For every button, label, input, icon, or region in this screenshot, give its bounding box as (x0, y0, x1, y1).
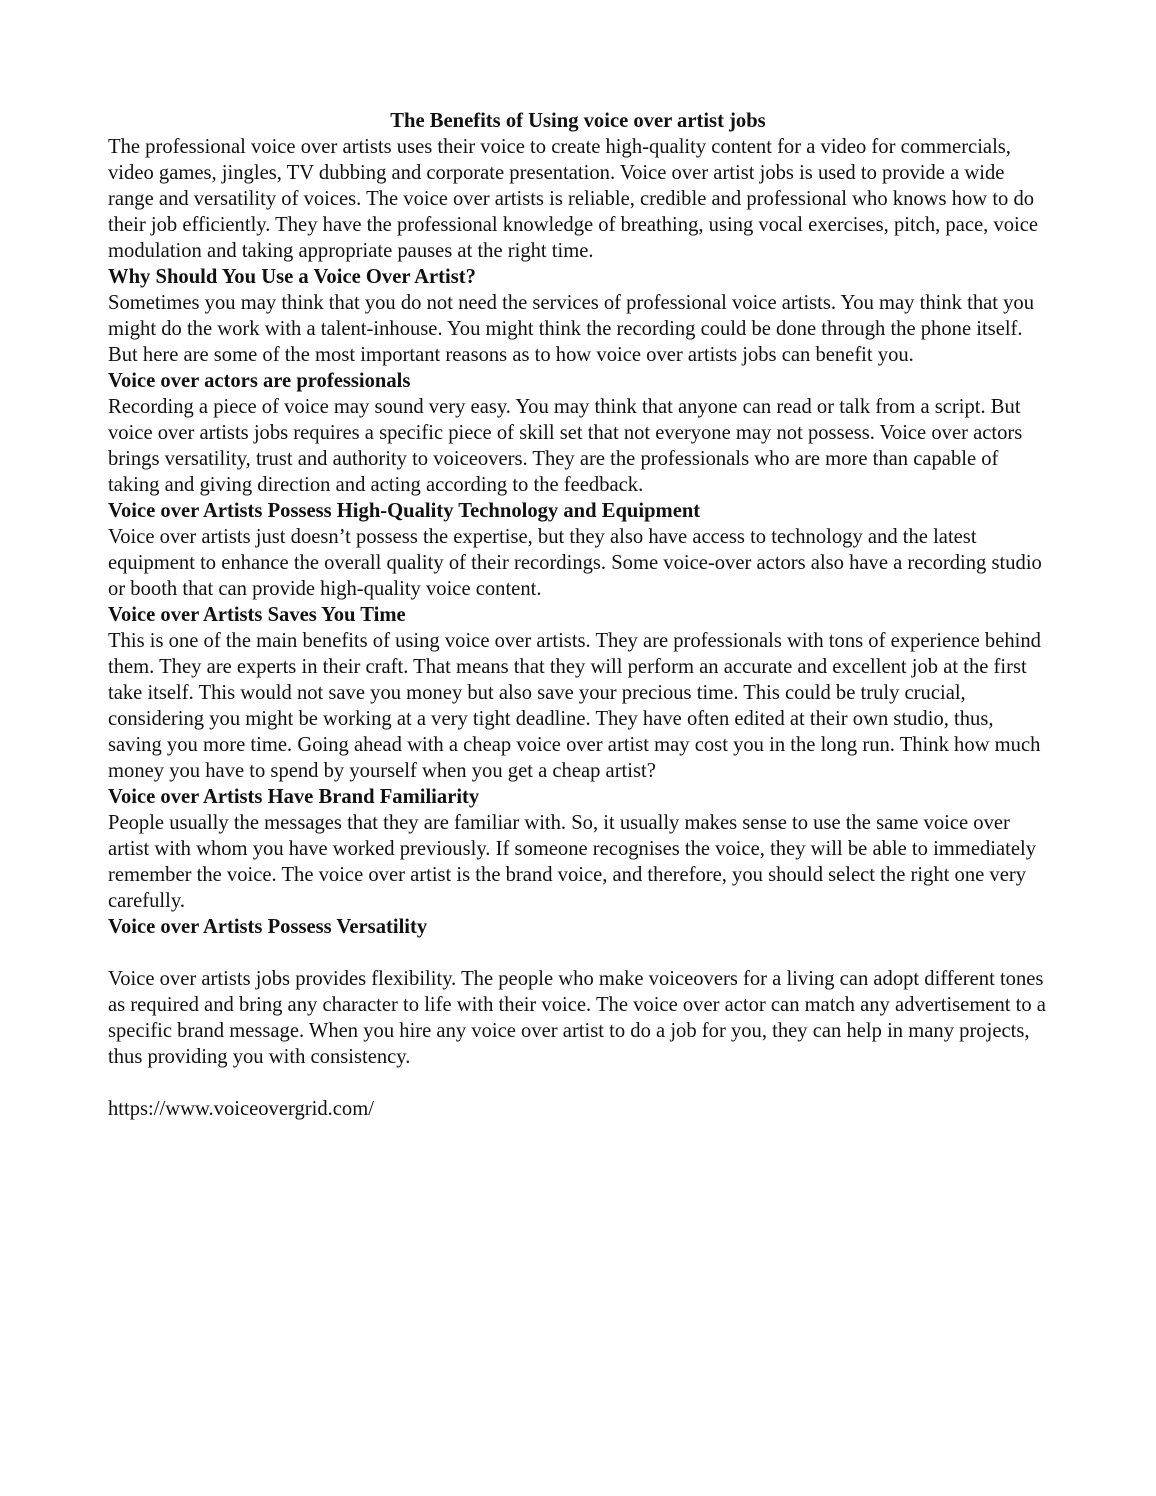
section-body-why-use: Sometimes you may think that you do not need the services of professional voice artists. You may think that you might do the work with a talent-inhouse. You might think the recording could be done through the phone itself. But here are some of the most important reasons as to how voice over artists jobs can benefit you. (108, 292, 1035, 366)
section-body-saves-time: This is one of the main benefits of using voice over artists. They are professionals with tons of experience behind them. They are experts in their craft. That means that they will perform an accurate and excellent job at the first take itself. This would not save you money but also save your precious time. This could be truly crucial, considering you might be working at a very tight deadline. They have often edited at their own studio, thus, saving you more time. Going ahead with a cheap voice over artist may cost you in the long run. Think how much money you have to spend by yourself when you get a cheap artist? (108, 630, 1041, 782)
source-url-text: https://www.voiceovergrid.com/ (108, 1098, 374, 1120)
section-body-professionals: Recording a piece of voice may sound very easy. You may think that anyone can read or talk from a script. But voice over artists jobs requires a specific piece of skill set that not everyone may not possess. Voice over actors brings versatility, trust and authority to voiceovers. They are the professionals who are more than capable of taking and giving direction and acting according to the feedback. (108, 396, 1023, 496)
section-body-versatility: Voice over artists jobs provides flexibility. The people who make voiceovers for a living can adopt different tones as required and bring any character to life with their voice. The voice over actor can match any advertisement to a specific brand message. When you hire any voice over artist to do a job for you, they can help in many projects, thus providing you with consistency. (108, 968, 1046, 1068)
document-page (108, 108, 1048, 1122)
paragraph-spacer (108, 1070, 1048, 1096)
section-body-technology: Voice over artists just doesn’t possess the expertise, but they also have access to technology and the latest equipment to enhance the overall quality of their recordings. Some voice-over actors also have a recording studio or booth that can provide high-quality voice content. (108, 526, 1042, 600)
section-heading-versatility: Voice over Artists Possess Versatility (108, 916, 428, 938)
section-heading-why-use: Why Should You Use a Voice Over Artist? (108, 266, 476, 288)
section-body-brand-familiarity: People usually the messages that they are familiar with. So, it usually makes sense to use the same voice over artist with whom you have worked previously. If someone recognises the voice, they will be able to immediately remember the voice. The voice over artist is the brand voice, and therefore, you should select the right one very carefully. (108, 812, 1037, 912)
intro-paragraph: The professional voice over artists uses their voice to create high-quality content for a video for commercials, video games, jingles, TV dubbing and corporate presentation. Voice over artist jobs is used to provide a wide range and versatility of voices. The voice over artists is reliable, credible and professional who knows how to do their job efficiently. They have the professional knowledge of breathing, using vocal exercises, pitch, pace, voice modulation and taking appropriate pauses at the right time. (108, 136, 1039, 262)
section-heading-technology: Voice over Artists Possess High-Quality Technology and Equipment (108, 500, 701, 522)
section-heading-professionals: Voice over actors are professionals (108, 370, 411, 392)
section-heading-saves-time: Voice over Artists Saves You Time (108, 604, 406, 626)
document-title: The Benefits of Using voice over artist jobs (390, 110, 766, 132)
paragraph-spacer (108, 940, 1048, 966)
section-heading-brand-familiarity: Voice over Artists Have Brand Familiarity (108, 786, 480, 808)
